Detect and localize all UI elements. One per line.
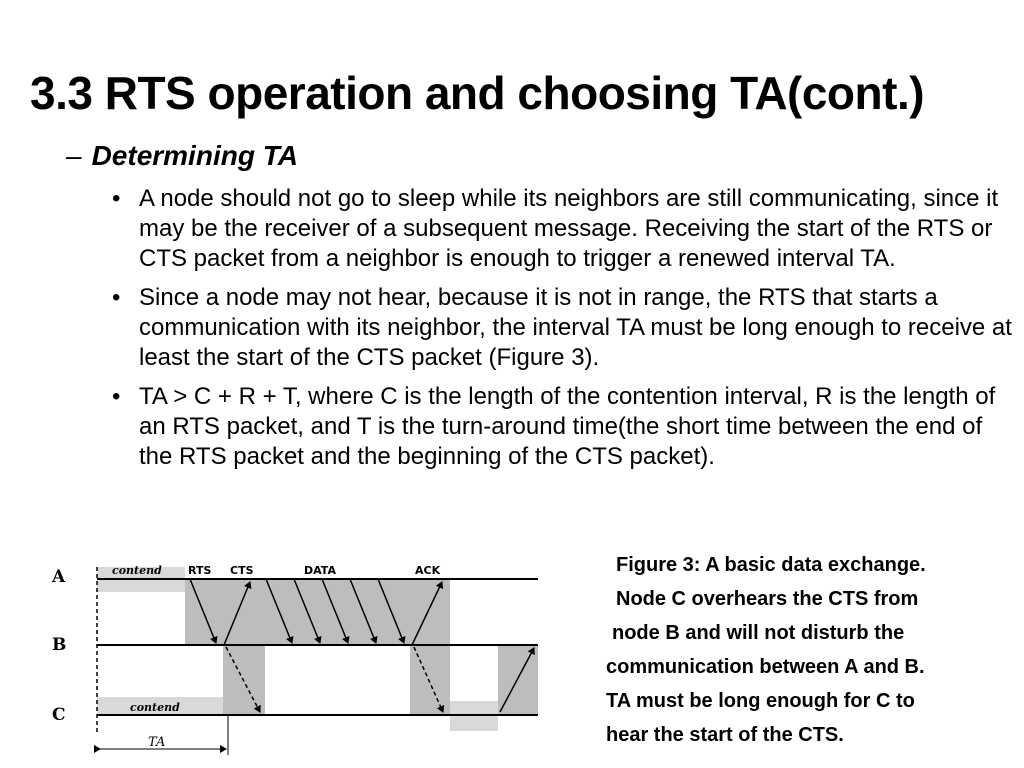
- data-label: DATA: [304, 564, 336, 577]
- caption-line: communication between A and B.: [606, 656, 925, 678]
- node-label-a: A: [52, 567, 66, 587]
- slide-title: 3.3 RTS operation and choosing TA(cont.): [30, 67, 925, 119]
- node-label-b: B: [52, 635, 67, 655]
- caption-line: node B and will not disturb the: [612, 622, 905, 644]
- contend-label-bottom: contend: [130, 701, 180, 714]
- caption-line: hear the start of the CTS.: [606, 724, 844, 746]
- node-label-c: C: [52, 705, 66, 725]
- bullet-list: [112, 184, 1012, 481]
- ta-label: TA: [148, 735, 166, 750]
- figure-caption: [606, 548, 1018, 752]
- subheading: [66, 140, 298, 172]
- bullet-item: • TA > C + R + T, where C is the length of the contention interval, R is the length of an RTS packet, and T is the turn-around time(the short time between the end of the RTS packet and the beginning of the CTS packet).: [112, 382, 1012, 472]
- ack-label: ACK: [415, 564, 441, 577]
- contend-label-top: contend: [112, 564, 162, 577]
- caption-line: TA must be long enough for C to: [606, 690, 915, 712]
- data-exchange-diagram: [40, 555, 560, 765]
- caption-line: Node C overhears the CTS from: [616, 588, 919, 610]
- caption-line: Figure 3: A basic data exchange.: [616, 554, 926, 576]
- subheading-text: Determining TA: [91, 140, 298, 171]
- subheading-dash: –: [66, 140, 82, 171]
- ack-overhear-region: [410, 645, 450, 715]
- bullet-item: • Since a node may not hear, because it is not in range, the RTS that starts a communication with its neighbor, the interval TA must be long enough to receive at least the start of the CTS packet (Figure 3).: [112, 283, 1012, 373]
- rts-label: RTS: [188, 564, 212, 577]
- bullet-item: • A node should not go to sleep while its neighbors are still communicating, since it may be the receiver of a subsequent message. Receiving the start of the RTS or CTS packet from a neighbor is enough to trigger a renewed interval TA.: [112, 184, 1012, 274]
- cts-label: CTS: [230, 564, 254, 577]
